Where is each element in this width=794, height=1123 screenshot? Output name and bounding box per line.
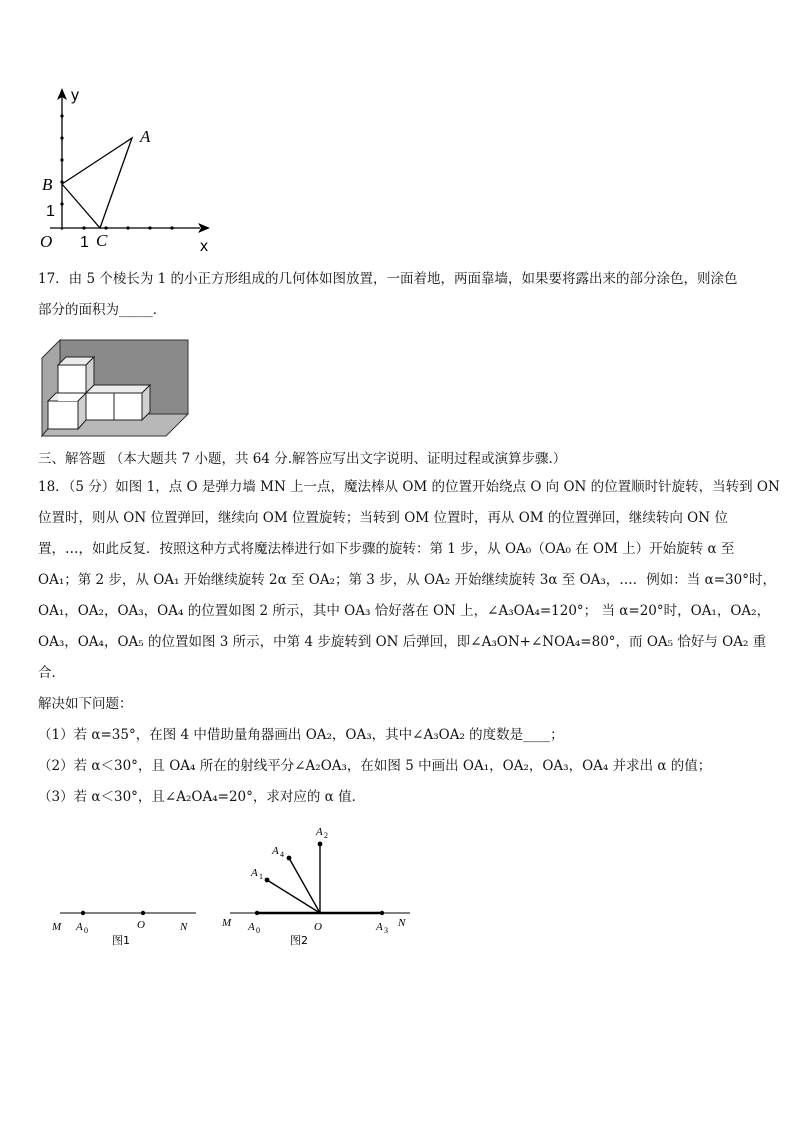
figure-1: [48, 900, 208, 950]
q18-line-3: 置，…，如此反复．按照这种方式将魔法棒进行如下步骤的旋转：第 1 步，从 OA₀（OA₀ 在 OM 上）开始旋转 α 至: [38, 541, 735, 557]
question-18: [38, 472, 780, 813]
origin-label: O: [40, 232, 53, 251]
tick-x-1-label: 1: [80, 234, 89, 251]
fig2-label-a2: A: [316, 826, 323, 838]
fig2-label-a1-sub: 1: [259, 872, 263, 881]
fig1-label-n: N: [180, 921, 188, 933]
fig2-label-o: O: [314, 921, 322, 933]
q18-line-4: OA₁；第 2 步，从 OA₁ 开始继续旋转 2α 至 OA₂；第 3 步，从 OA₂ 开始继续旋转 3α 至 OA₃，…．例如：当 α=30°时，: [38, 572, 776, 588]
figure-2: [216, 822, 416, 950]
section-3-title: 三、解答题 （本大题共 7 小题，共 64 分.解答应写出文字说明、证明过程或演算步骤.）: [38, 451, 567, 467]
q18-line-5: OA₁，OA₂，OA₃，OA₄ 的位置如图 2 所示，其中 OA₃ 恰好落在 ON 上，∠A₃OA₄=120°； 当 α=20°时，OA₁，OA₂，: [38, 603, 771, 619]
q17-line-2: 部分的面积为_____．: [38, 302, 167, 318]
fig1-label-a0-sub: 0: [84, 926, 88, 935]
q18-sub-1: （1）若 α=35°，在图 4 中借助量角器画出 OA₂，OA₃，其中∠A₃OA₂ 的度数是____；: [38, 727, 564, 743]
q18-intro: 解决如下问题：: [38, 696, 133, 712]
fig1-label-a0: A: [76, 921, 83, 933]
q18-line-7: 合．: [38, 665, 65, 681]
point-a-label: A: [140, 127, 151, 146]
q18-sub-3: （3）若 α＜30°，且∠A₂OA₄=20°，求对应的 α 值．: [38, 789, 366, 805]
fig2-caption: 图2: [290, 934, 308, 947]
point-c-label: C: [96, 231, 108, 250]
ray-oa1: [267, 880, 320, 913]
ray-oa4: [289, 858, 320, 913]
axis-x-label: x: [200, 238, 208, 255]
fig2-label-a4-sub: 4: [280, 850, 284, 859]
coordinate-figure: [30, 84, 220, 256]
question-17: [38, 264, 760, 326]
fig1-label-o: O: [137, 919, 145, 931]
cube-stack-figure: [40, 338, 190, 440]
fig2-label-n: N: [398, 917, 406, 929]
q18-line-1: 18．（5 分）如图 1，点 O 是弹力墙 MN 上一点，魔法棒从 OM 的位置开始绕点 O 向 ON 的位置顺时针旋转，当转到 ON: [38, 479, 780, 495]
q18-line-2: 位置时，则从 ON 位置弹回，继续向 OM 位置旋转；当转到 OM 位置时，再从 OM 的位置弹回，继续转向 ON 位: [38, 510, 728, 526]
fig1-label-m: M: [52, 921, 62, 933]
section-3-heading: [38, 444, 760, 475]
q17-line-1: 17．由 5 个棱长为 1 的小正方形组成的几何体如图放置，一面着地，两面靠墙，如果要将露出来的部分涂色，则涂色: [38, 271, 738, 287]
fig2-label-a4: A: [272, 845, 279, 857]
cube-front-left: [48, 393, 86, 429]
fig2-label-a3: A: [376, 921, 383, 933]
fig2-label-a1: A: [251, 867, 258, 879]
q18-line-6: OA₃，OA₄，OA₅ 的位置如图 3 所示，中第 4 步旋转到 ON 后弹回，即∠A₃ON+∠NOA₄=80°，而 OA₅ 恰好与 OA₂ 重: [38, 634, 767, 650]
tick-y-1-label: 1: [46, 203, 55, 220]
fig2-label-m: M: [222, 917, 232, 929]
fig2-label-a2-sub: 2: [324, 831, 328, 840]
fig2-label-a0-sub: 0: [256, 926, 260, 935]
cube-row-bottom: [86, 385, 150, 420]
q18-sub-2: （2）若 α＜30°，且 OA₄ 所在的射线平分∠A₂OA₃，在如图 5 中画出 OA₁，OA₂，OA₃，OA₄ 并求出 α 的值；: [38, 758, 712, 774]
fig2-label-a0: A: [248, 921, 255, 933]
point-b-label: B: [42, 175, 53, 194]
triangle-abc: [62, 138, 132, 228]
fig1-caption: 图1: [112, 934, 130, 947]
cube-top: [58, 357, 94, 393]
fig2-label-a3-sub: 3: [384, 926, 388, 935]
axis-y-label: y: [71, 87, 79, 104]
